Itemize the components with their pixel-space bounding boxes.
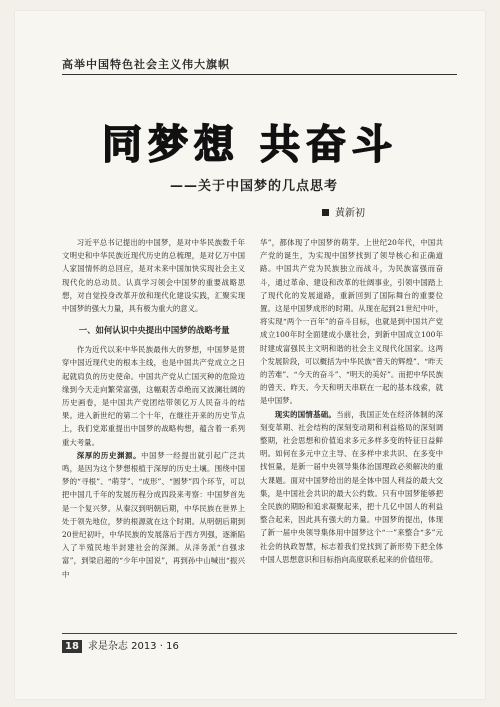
title-graphic	[100, 116, 400, 168]
square-bullet-icon	[322, 209, 329, 216]
right-column	[260, 236, 443, 566]
author-line	[322, 204, 365, 219]
page-footer	[62, 637, 457, 653]
section-heading: 一、如何认识中央提出中国梦的战略考量	[78, 325, 230, 336]
article-subtitle: ——关于中国梦的几点思考	[170, 179, 339, 194]
paragraph-text: 当前，我国正处在经济体制的深刻变革期、社会结构的深刻变动期和利益格局的深刻调整期，社会思想和价值追求多元多样多变的特征日益鲜明。如何在多元中立主导、在多样中求共识、在多变中找恒量，是新一届中央领导集体治国理政必须解决的重大课题。面对中国梦给出的是全体中国人利益的最大交集，是中国社会共识的最大公约数。只有中国梦能够把全民族的期盼和追求凝聚起来，把十几亿中国人的利益整合起来，因此具有强大的力量。中国梦的提出，体现了新一届中央领导集体用中国梦这个“一”来整合“多”元社会的执政智慧，标志着我们党找到了新形势下把全体中国人思想意识和目标指向高度联系起来的价值纽带。	[260, 409, 443, 564]
intro-paragraph: 习近平总书记提出的中国梦，是对中华民族数千年文明史和中华民族近现代历史的总梳理，是对亿万中国人家国情怀的总回应，是对未来中国加快实现社会主义现代化的总动员。认真学习领会中国梦的重要战略思想，对自觉投身改革开放和现代化建设实践，汇聚实现中国梦的强大力量，具有极为重大的意义。	[62, 238, 245, 314]
paragraph-text: 中国梦一经提出就引起广泛共鸣，是因为这个梦想根植于深厚的历史土壤。围绕中国梦的“寻根”、“萌芽”、“成形”、“圆梦”四个环节，可以把中国几千年的发展历程分成四段来考察：中国梦首先是一个复兴梦。从秦汉到明朝后期，中华民族在世界上处于领先地位，梦的根源就在这个时期。从明朝后期到20世纪初叶，中华民族的发展落后于西方列强，逐渐陷入了半殖民地半封建社会的深渊。从洋务派“自强求富”，到梁启超的“少年中国说”，再到孙中山喊出“振兴中	[62, 450, 245, 579]
publication-info: 求是杂志 2013 · 16	[87, 641, 179, 652]
left-column	[62, 236, 245, 581]
article-title	[100, 116, 400, 168]
paragraph-lead: 深厚的历史渊源。	[76, 450, 142, 460]
paragraph-lead: 现实的国情基础。	[274, 409, 337, 419]
body-paragraph: 华”，都体现了中国梦的萌芽。上世纪20年代，中国共产党的诞生，为实现中国梦找到了领导核心和正确道路。中国共产党为民族独立而战斗，为民族富强而奋斗，通过革命、建设和改革的壮阔事业，引领中国踏上了现代化的发展道路，重新回到了国际舞台的重要位置。这是中国梦成形的时期。从现在起到21世纪中叶，将实现“两个一百年”的奋斗目标，也就是到中国共产党成立100年时全面建成小康社会，到新中国成立100年时建成富强民主文明和谐的社会主义现代化国家。这两个发展阶段，可以概括为中华民族“曾天的辉煌”、“昨天的苦难”、“今天的奋斗”、“明天的美好”。而把中华民族的曾天、昨天、今天和明天串联在一起的基本线索，就是中国梦。	[260, 238, 443, 406]
body-paragraph	[260, 408, 443, 566]
page-number: 18	[62, 640, 82, 653]
running-header: 高举中国特色社会主义伟大旗帜	[62, 58, 230, 71]
author-name: 黄新初	[335, 208, 365, 219]
body-paragraph	[62, 449, 245, 581]
article-title-text: 同梦想 共奋斗	[102, 122, 398, 168]
footer-rule	[62, 633, 457, 634]
header-rule	[62, 74, 457, 75]
body-paragraph: 作为近代以来中华民族最伟大的梦想，中国梦是贯穿中国近现代史的根本主线，也是中国共产党成立之日起就肩负的历史使命。中国共产党从亡国灭种的危险边缘到今天走向繁荣富强，这幅艰苦卓绝而又波澜壮阔的历史画卷，是中国共产党团结带领亿万人民奋斗的结果。进入新世纪的第二个十年，在继往开来的历史节点上，我们党郑重提出中国梦的战略构想，蕴含着一系列重大考量。	[62, 345, 245, 447]
